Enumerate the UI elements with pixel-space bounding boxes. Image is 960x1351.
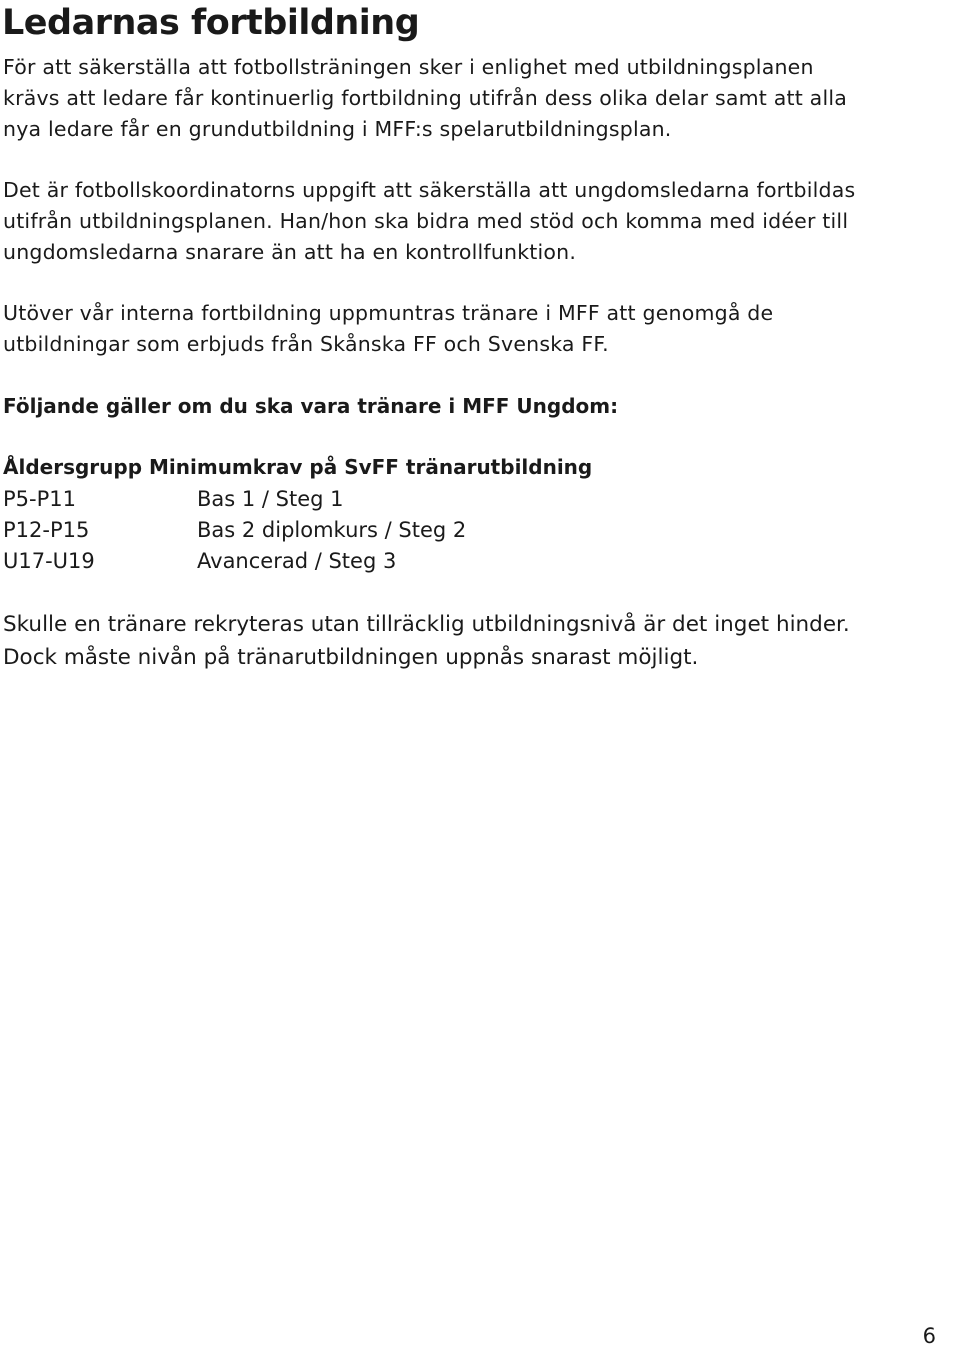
requirements-table-header: Åldersgrupp Minimumkrav på SvFF tränarutbildning — [3, 455, 593, 479]
paragraph-line: krävs att ledare får kontinuerlig fortbildning utifrån dess olika delar samt att alla — [3, 86, 847, 110]
paragraph-line: Det är fotbollskoordinatorns uppgift att säkerställa att ungdomsledarna fortbildas — [3, 178, 856, 202]
intro-paragraph — [3, 52, 847, 145]
page-number: 6 — [922, 1324, 936, 1348]
paragraph-line: För att säkerställa att fotbollsträningen sker i enlighet med utbildningsplanen — [3, 55, 814, 79]
age-group-cell: P12-P15 — [3, 518, 90, 542]
requirement-cell: Bas 2 diplomkurs / Steg 2 — [197, 518, 467, 542]
paragraph-line: utbildningar som erbjuds från Skånska FF och Svenska FF. — [3, 332, 609, 356]
coordinator-paragraph — [3, 175, 855, 268]
external-training-paragraph — [3, 298, 773, 360]
paragraph-line: Utöver vår interna fortbildning uppmuntras tränare i MFF att genomgå de — [3, 301, 774, 325]
recruitment-paragraph — [3, 608, 850, 674]
paragraph-line: nya ledare får en grundutbildning i MFF:s spelarutbildningsplan. — [3, 117, 672, 141]
paragraph-line: utifrån utbildningsplanen. Han/hon ska bidra med stöd och komma med idéer till — [3, 209, 849, 233]
requirement-cell: Avancerad / Steg 3 — [197, 549, 397, 573]
requirement-cell: Bas 1 / Steg 1 — [197, 487, 344, 511]
paragraph-line: Dock måste nivån på tränarutbildningen uppnås snarast möjligt. — [3, 645, 699, 670]
paragraph-line: Skulle en tränare rekryteras utan tillräcklig utbildningsnivå är det inget hinder. — [3, 612, 850, 637]
page-title: Ledarnas fortbildning — [2, 3, 420, 43]
age-group-cell: U17-U19 — [3, 549, 95, 573]
requirements-heading: Följande gäller om du ska vara tränare i MFF Ungdom: — [3, 394, 619, 418]
age-group-cell: P5-P11 — [3, 487, 76, 511]
paragraph-line: ungdomsledarna snarare än att ha en kontrollfunktion. — [3, 240, 577, 264]
